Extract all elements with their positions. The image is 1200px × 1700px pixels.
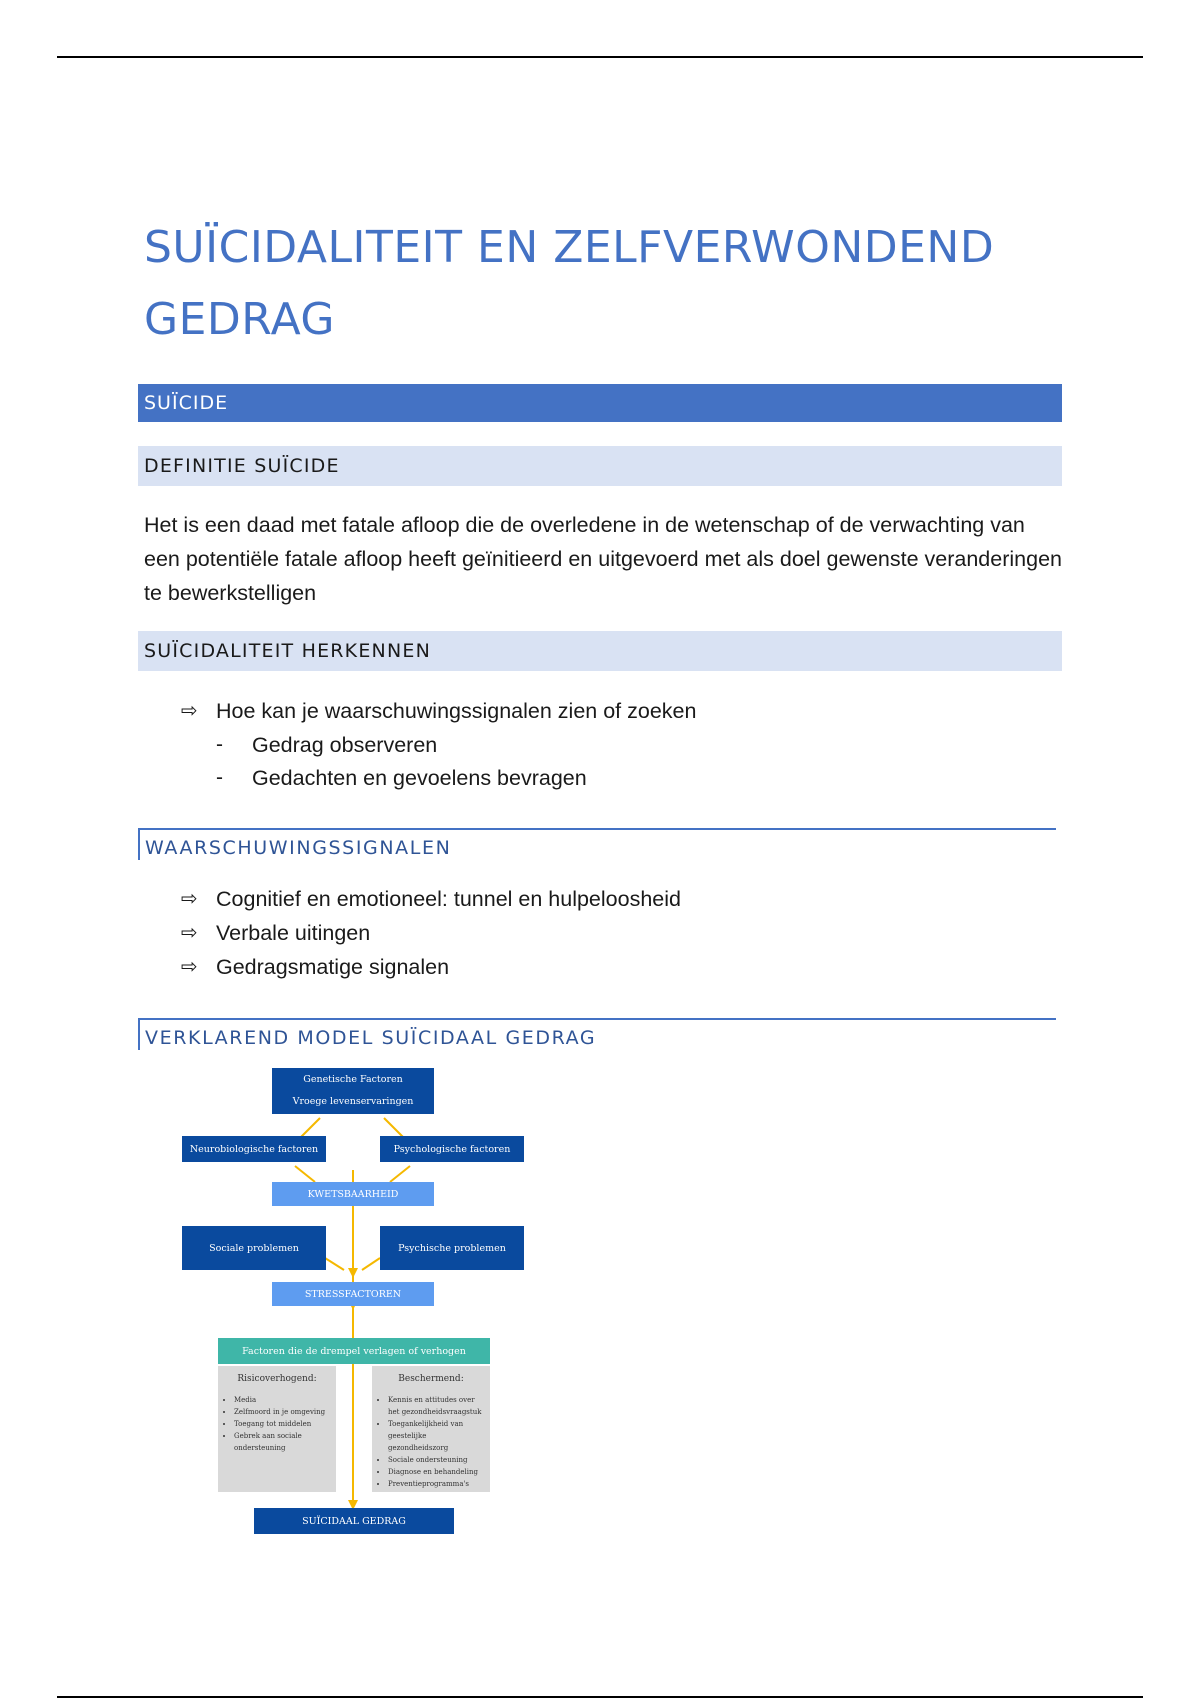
arrow-bullet-icon: ⇨ [181, 888, 198, 910]
section-heading-suicide: SUÏCIDE [138, 384, 1062, 422]
arrow-bullet-icon: ⇨ [181, 922, 198, 944]
arrow-from-sociaal [325, 1258, 344, 1270]
top-rule [57, 56, 1143, 58]
list-item: Gedragsmatige signalen [216, 955, 450, 979]
box-risicoverhogend [218, 1366, 336, 1492]
list-item: • Toegang tot middelen [234, 1418, 330, 1430]
box-label: Genetische Factoren [303, 1074, 403, 1085]
box-psychologisch: Psychologische factoren [380, 1136, 524, 1162]
arrow-bullet-icon: ⇨ [181, 956, 198, 978]
arrow-from-psychisch [362, 1258, 380, 1270]
list-item: Gedachten en gevoelens bevragen [252, 766, 587, 790]
definition-text: Het is een daad met fatale afloop die de overledene in de wetenschap of de verwachting van een potentiële fatale afloop heeft geïnitieerd en uitgevoerd met als doel gewenste veranderingen te bewerkstelligen [144, 513, 1062, 605]
box-suicidaal-gedrag: SUÏCIDAAL GEDRAG [254, 1508, 454, 1534]
box-drempel: Factoren die de drempel verlagen of verhogen [218, 1338, 490, 1364]
box-genetische-factoren [272, 1068, 434, 1114]
heading-definitie: DEFINITIE SUÏCIDE [138, 446, 1062, 486]
box-sociale-problemen: Sociale problemen [182, 1226, 326, 1270]
box-label: Vroege levenservaringen [292, 1096, 414, 1107]
box-psychische-problemen: Psychische problemen [380, 1226, 524, 1270]
list-item: Cognitief en emotioneel: tunnel en hulpeloosheid [216, 887, 681, 911]
arrow-bullet-icon: ⇨ [181, 700, 198, 722]
arrowhead [348, 1268, 358, 1278]
model-diagram [170, 1060, 570, 1540]
box-heading: Risicoverhogend: [237, 1374, 317, 1384]
page-title: SUÏCIDALITEIT EN ZELFVERWONDEND GEDRAG [144, 222, 995, 345]
heading-herkennen: SUÏCIDALITEIT HERKENNEN [138, 631, 1062, 671]
box-beschermend [372, 1366, 490, 1492]
box-kwetsbaarheid: KWETSBAARHEID [272, 1182, 434, 1206]
list-item: • Toegankelijkheid van geestelijke gezondheidszorg [388, 1418, 484, 1454]
list-item: Verbale uitingen [216, 921, 371, 945]
list-item: • Diagnose en behandeling [388, 1466, 484, 1478]
list-item: • Kennis en attitudes over het gezondheidsvraagstuk [388, 1394, 484, 1418]
heading-waarschuwingssignalen: WAARSCHUWINGSSIGNALEN [138, 828, 1056, 860]
list-item: Hoe kan je waarschuwingssignalen zien of zoeken [216, 699, 697, 723]
box-heading: Beschermend: [398, 1374, 464, 1384]
risk-list [224, 1394, 330, 1454]
box-stressfactoren: STRESSFACTOREN [272, 1282, 434, 1306]
dash-bullet: - [216, 766, 223, 789]
box-neurobiologisch: Neurobiologische factoren [182, 1136, 326, 1162]
list-item: • Preventieprogramma's [388, 1478, 484, 1490]
dash-bullet: - [216, 733, 223, 756]
list-item: • Sociale ondersteuning [388, 1454, 484, 1466]
list-item: Gedrag observeren [252, 733, 438, 757]
arrow-from-psycho [390, 1166, 410, 1182]
list-item: • Media [234, 1394, 330, 1406]
list-item: • Zelfmoord in je omgeving [234, 1406, 330, 1418]
heading-verklarend-model: VERKLAREND MODEL SUÏCIDAAL GEDRAG [138, 1018, 1056, 1050]
arrow-from-neuro [295, 1166, 315, 1182]
list-item: • Gebrek aan sociale ondersteuning [234, 1430, 330, 1454]
protective-list [378, 1394, 484, 1490]
bottom-rule [57, 1696, 1143, 1698]
